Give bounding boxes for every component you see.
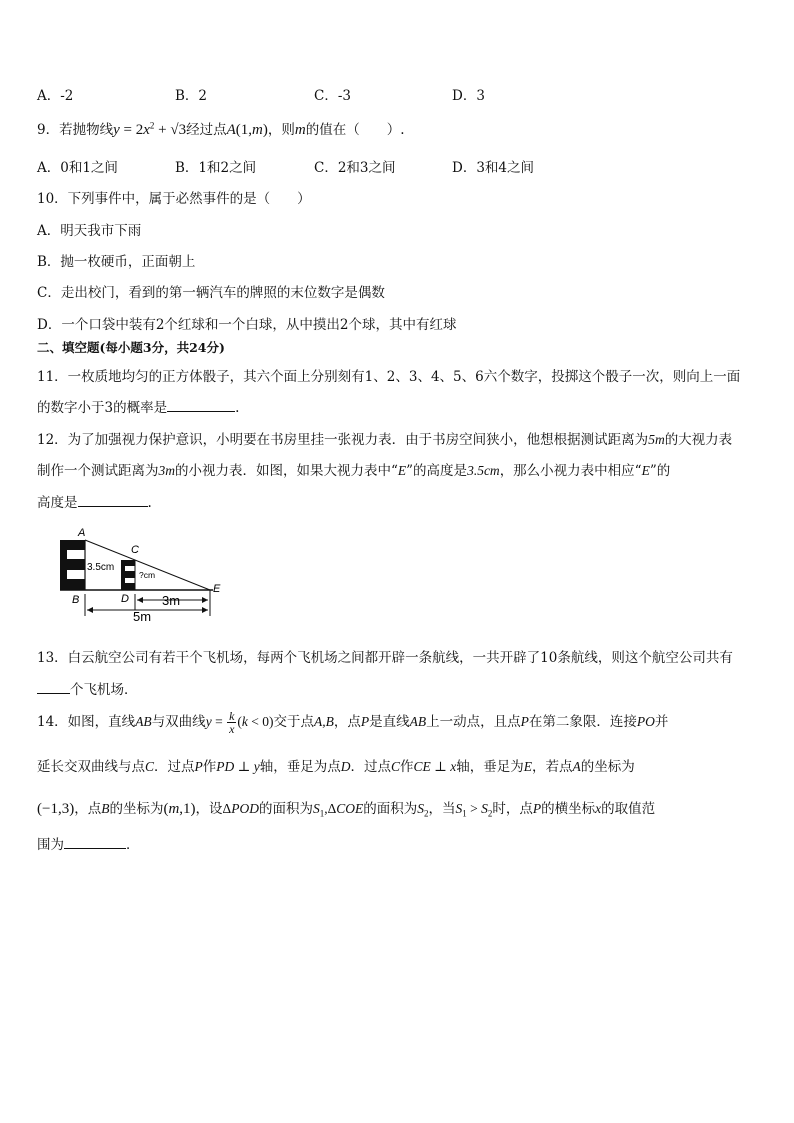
q13-line2-text: 个飞机场． <box>70 682 138 698</box>
q14-line2: 延长交双曲线与点C．过点P作PD ⊥ y轴，垂足为点D．过点C作CE ⊥ x轴，垂足为E，若点A的坐标为 <box>37 759 635 775</box>
q12-line2: 制作一个测试距离为3m的小视力表．如图，如果大视力表中“E”的高度是3.5cm，那么小视力表中相应“E”的 <box>37 463 671 479</box>
q14-l3e: 的面积为 <box>363 801 418 817</box>
q14-l2g: 轴，垂足为 <box>456 759 524 775</box>
fig-big-height: 3.5cm <box>87 562 115 573</box>
q13-line2 <box>37 678 138 698</box>
q14-l1e: 是直线 <box>369 714 410 730</box>
q12-line2c: ”的高度是 <box>406 463 468 479</box>
k-over-x-fraction: $\frac{k}{x}$ <box>229 709 235 736</box>
q9-end: 的值在（ ）. <box>305 122 405 138</box>
q12-line2e: ”的 <box>649 463 671 479</box>
q14-l1c: 交于点 <box>273 714 314 730</box>
q14-l2i: 的坐标为 <box>580 759 635 775</box>
q9-option-d: D．3和4之间 <box>452 160 535 176</box>
q12-line1a: 12．为了加强视力保护意识，小明要在书房里挂一张视力表．由于书房空间狭小，他想根据测试距离为 <box>37 432 649 448</box>
q14-answer-blank <box>64 836 126 849</box>
q9-option-c: C．2和3之间 <box>314 160 396 176</box>
q8-option-a: A．-2 <box>37 88 74 104</box>
q14-line3: (−1,3)，点B的坐标为(m,1)，设ΔPOD的面积为$S_1,\Delta COE$的面积为$S_2$，当$S_1 > S_2$时，点P的横坐标x的取值范 <box>37 801 656 819</box>
q14-l3d: 的面积为 <box>258 801 313 817</box>
q14-l3i: 的取值范 <box>601 801 656 817</box>
q14-l1b: 与双曲线 <box>151 714 206 730</box>
fig-label-d: D <box>121 593 129 605</box>
q11-line2: 的数字小于3的概率是 . <box>37 400 240 416</box>
q9-equation: y <box>113 122 120 138</box>
q14-l1g: 在第二象限．连接 <box>528 714 637 730</box>
q14-line1: 14．如图，直线AB与双曲线y = $\frac{k}{x}$ (k < 0)交于点A,B，点P是直线AB上一动点，且点P在第二象限．连接PO并 <box>37 709 669 736</box>
q14-l4-text: 围为 <box>37 837 64 853</box>
q12-line1b: 的大视力表 <box>664 432 733 448</box>
small-e-shape <box>121 560 135 590</box>
q9-suffix: ，则 <box>267 122 295 138</box>
q9-prefix: 9．若抛物线 <box>37 122 114 138</box>
q10-option-a: A．明天我市下雨 <box>37 223 142 239</box>
fig-label-a: A <box>78 527 86 539</box>
fig-label-c: C <box>131 544 139 556</box>
q10-stem: 10．下列事件中，属于必然事件的是（ ） <box>37 191 311 207</box>
q11-answer-blank <box>167 399 235 412</box>
q14-line4: 围为 ． <box>37 837 140 853</box>
q13-answer-blank <box>37 681 70 694</box>
q14-l3c: ，设 <box>195 801 223 817</box>
q14-l3a: ，点 <box>74 801 102 817</box>
q14-l3h: 的横坐标 <box>541 801 596 817</box>
q14-l2b: ．过点 <box>154 759 195 775</box>
q12-line2a: 制作一个测试距离为 <box>37 463 159 479</box>
q14-l3b: 的坐标为 <box>109 801 164 817</box>
q12-line3: 高度是 . <box>37 495 152 511</box>
q8-option-b: B．2 <box>175 88 208 104</box>
eye-chart-figure <box>55 524 235 626</box>
big-e-shape <box>60 540 85 590</box>
q14-l1f: 上一动点，且点 <box>426 714 521 730</box>
q9-option-b: B．1和2之间 <box>175 160 257 176</box>
q8-option-d: D．3 <box>452 88 485 104</box>
q14-l1d: ，点 <box>333 714 361 730</box>
q14-l3g: 时，点 <box>492 801 533 817</box>
q14-l2h: ，若点 <box>531 759 573 775</box>
q9-mid: 经过点 <box>186 122 227 138</box>
q10-option-d: D．一个口袋中装有2个红球和一个白球，从中摸出2个球，其中有红球 <box>37 317 457 333</box>
fig-label-e: E <box>213 583 221 595</box>
q12-answer-blank <box>78 494 148 507</box>
q10-option-c: C．走出校门，看到的第一辆汽车的牌照的末位数字是偶数 <box>37 285 385 301</box>
section-heading: 二、填空题(每小题3分，共24分) <box>37 340 225 355</box>
fig-small-height: ?cm <box>139 570 156 580</box>
fig-dist-small: 3m <box>162 593 181 608</box>
q8-option-c: C．-3 <box>314 88 351 104</box>
q14-l3f: ，当 <box>428 801 456 817</box>
q14-l2a: 延长交双曲线与点 <box>37 759 145 775</box>
q14-l2c: 作 <box>202 759 217 775</box>
q12-line1: 12．为了加强视力保护意识，小明要在书房里挂一张视力表．由于书房空间狭小，他想根据测试距离为5m的大视力表 <box>37 432 733 448</box>
q14-l1h: 并 <box>654 714 669 730</box>
q9-option-a: A．0和1之间 <box>37 160 118 176</box>
q12-line3-text: 高度是 <box>37 495 78 511</box>
q12-line2d: ，那么小视力表中相应“ <box>499 463 642 479</box>
q9-stem: 9．若抛物线$y = 2x^2 + √3$经过点A(1,m)，则m的值在（ ）. <box>37 120 405 138</box>
q14-l2e: ．过点 <box>350 759 391 775</box>
fig-label-b: B <box>72 594 80 606</box>
q14-l2f: 作 <box>399 759 414 775</box>
q11-line1: 11．一枚质地均匀的正方体骰子，其六个面上分别刻有1、2、3、4、5、6六个数字，投掷这个骰子一次，则向上一面 <box>37 369 741 385</box>
q13-line1: 13．白云航空公司有若干个飞机场，每两个飞机场之间都开辟一条航线，一共开辟了10条航线，则这个航空公司共有 <box>37 650 733 666</box>
q14-l2d: 轴，垂足为点 <box>259 759 341 775</box>
q12-line2b: 的小视力表．如图，如果大视力表中“ <box>175 463 398 479</box>
q14-l1a: 14．如图，直线 <box>37 714 136 730</box>
q10-option-b: B．抛一枚硬币，正面朝上 <box>37 254 196 270</box>
fig-dist-big: 5m <box>133 609 152 624</box>
q11-line2-text: 的数字小于3的概率是 <box>37 400 168 416</box>
